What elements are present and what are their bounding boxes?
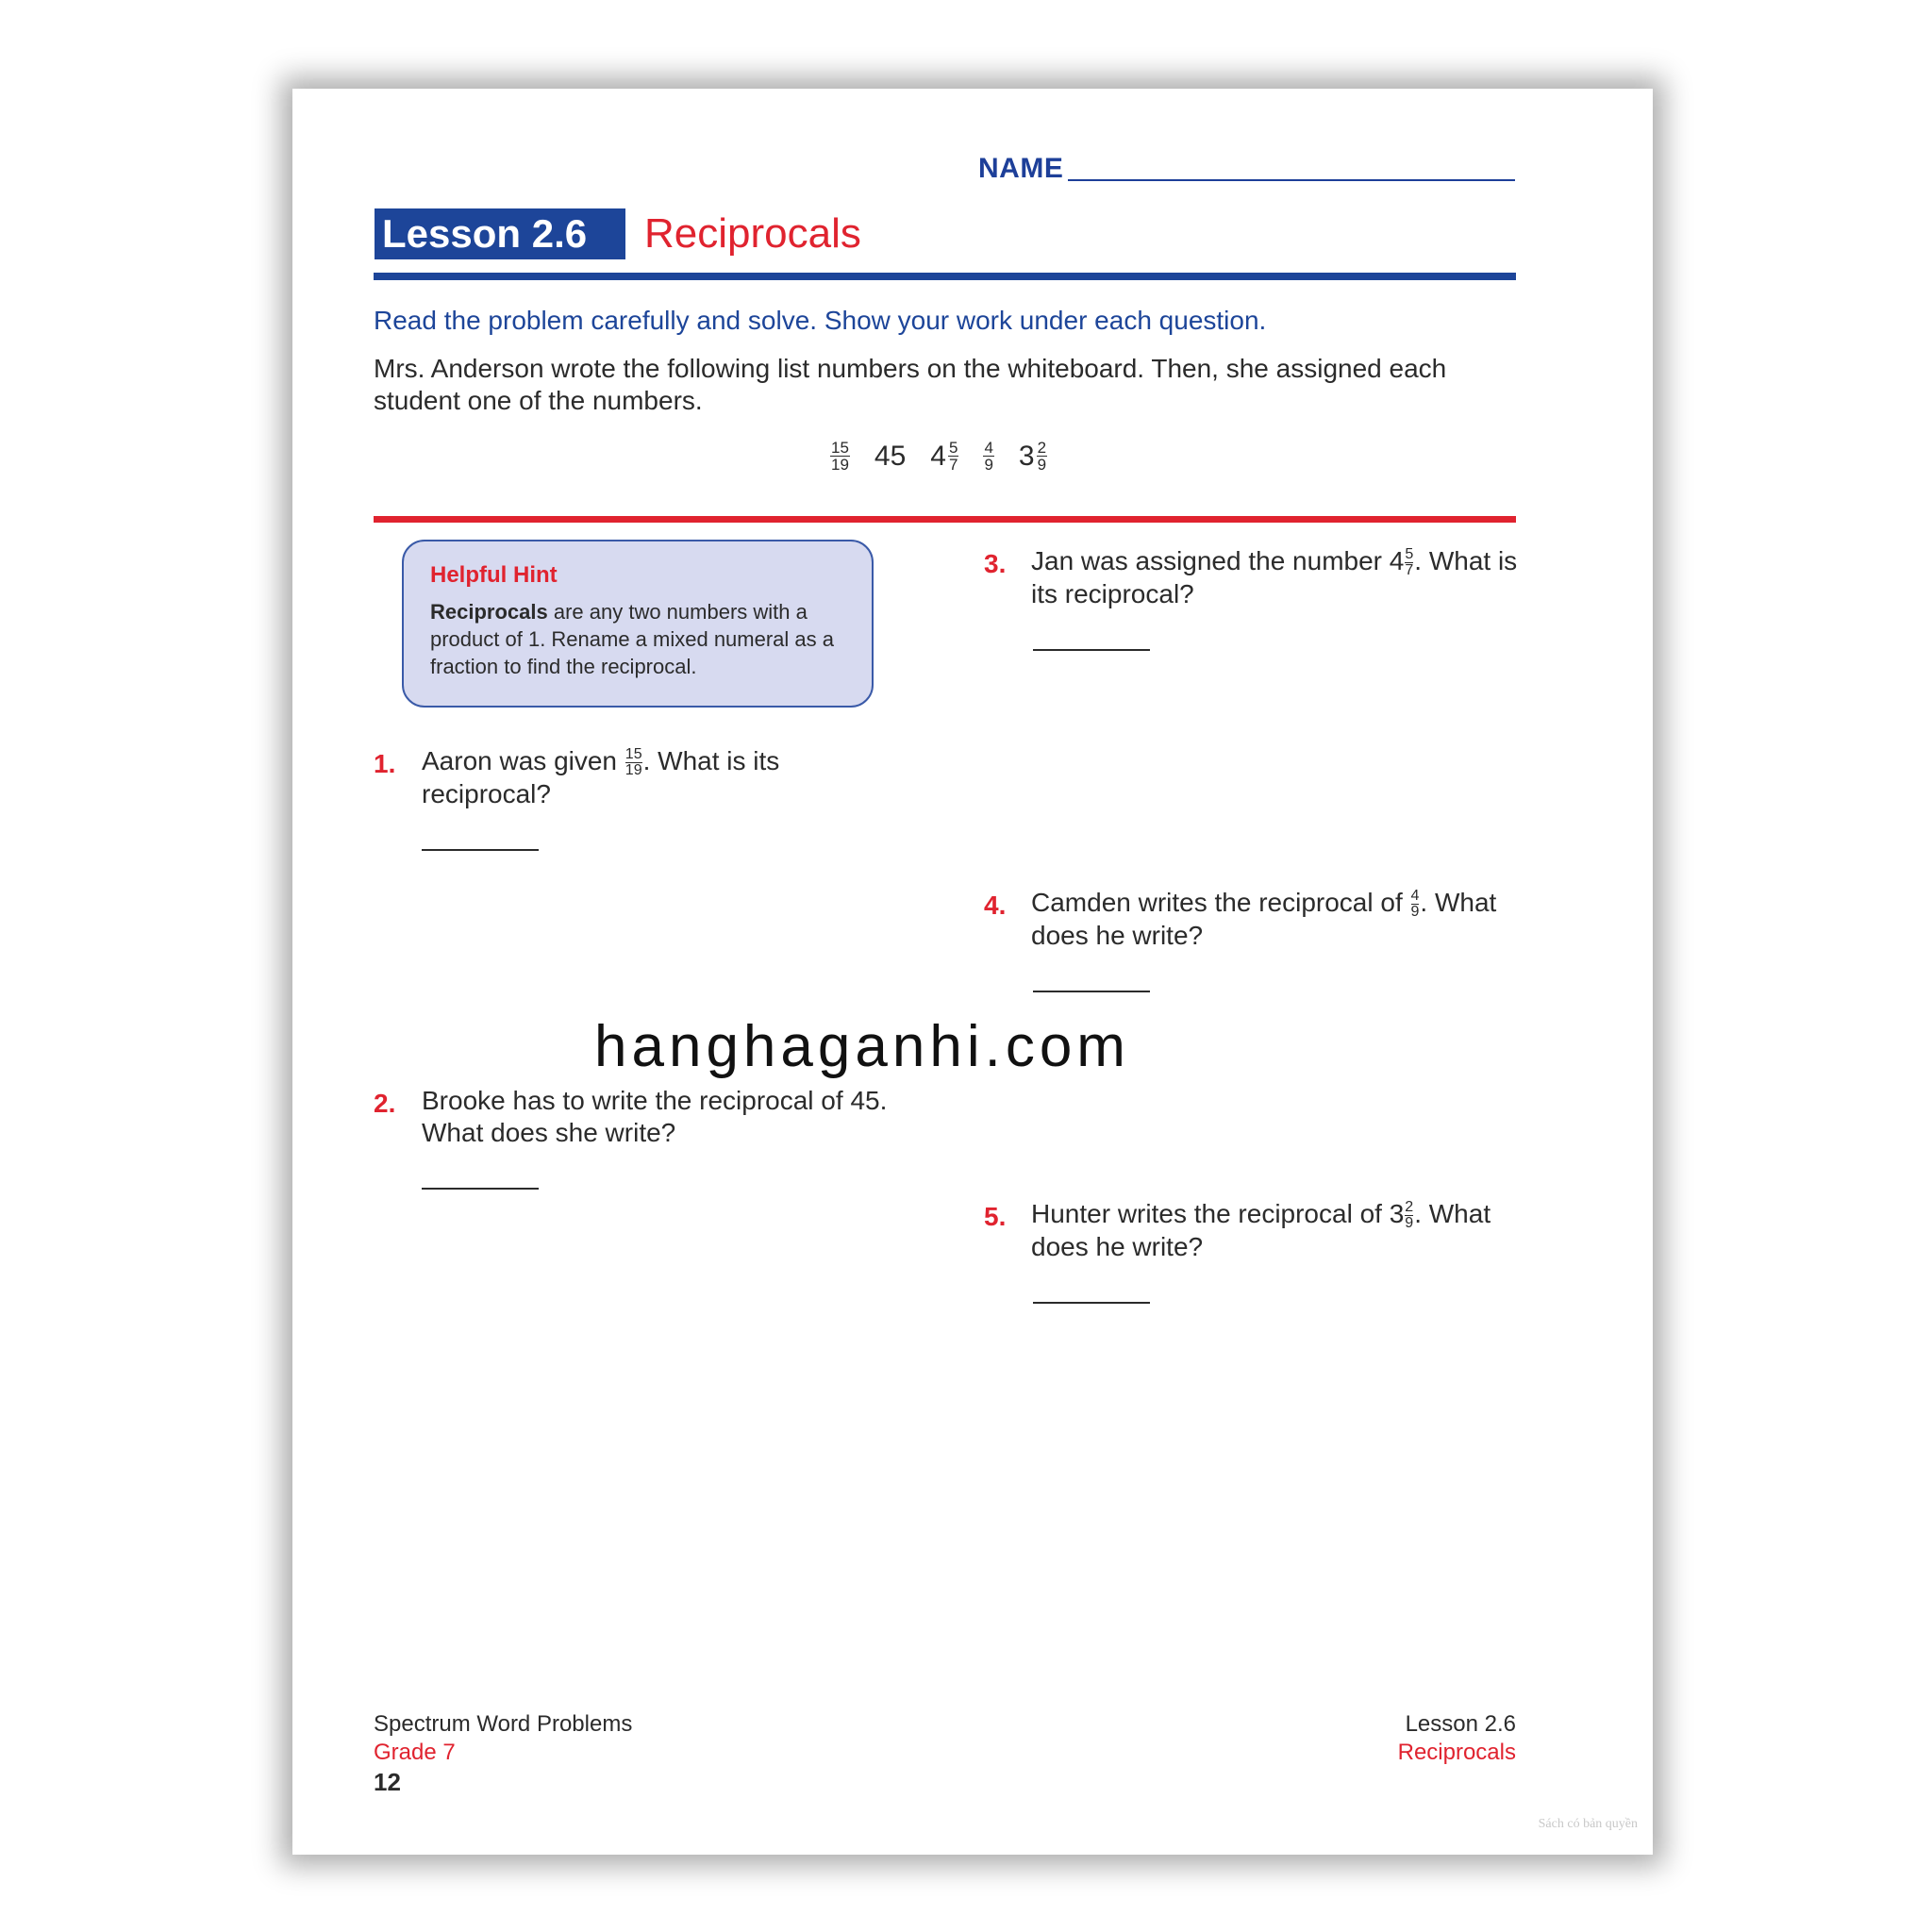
instruction-text: Read the problem carefully and solve. Show your work under each question.	[374, 306, 1267, 335]
number-whole-2: 45	[874, 440, 907, 472]
question-5-text: Hunter writes the reciprocal of 3 $\frac{2}{9}$ . What does he write?	[1031, 1199, 1491, 1262]
question-3-answer-line[interactable]	[1033, 649, 1150, 651]
lesson-number-badge: Lesson 2.6	[375, 208, 625, 259]
hint-title: Helpful Hint	[430, 562, 558, 588]
question-5-number: 5.	[984, 1202, 1007, 1231]
number-list	[830, 440, 1113, 473]
question-2-answer-line[interactable]	[422, 1188, 539, 1190]
footer-book-title: Spectrum Word Problems	[374, 1711, 633, 1737]
lesson-title: Reciprocals	[644, 210, 861, 257]
number-mixed-3: 4 $\frac{5}{7}$	[930, 439, 958, 474]
question-4-answer-line[interactable]	[1033, 991, 1150, 992]
question-2-number: 2.	[374, 1089, 396, 1118]
watermark-text: hanghaganhi.com	[594, 1014, 1130, 1079]
number-fraction-1: $\frac{15}{19}$	[831, 439, 849, 474]
question-4-text: Camden writes the reciprocal of $\frac{4}{9}$ . What does he write?	[1031, 888, 1497, 951]
footer-topic: Reciprocals	[1397, 1740, 1516, 1765]
worksheet-page	[292, 89, 1653, 1855]
footer-grade: Grade 7	[374, 1740, 456, 1765]
question-1-answer-line[interactable]	[422, 849, 539, 851]
copyright-note: Sách có bản quyền	[1538, 1817, 1638, 1831]
question-4-number: 4.	[984, 891, 1007, 920]
question-5-answer-line[interactable]	[1033, 1302, 1150, 1304]
section-divider	[374, 516, 1516, 523]
header-divider	[374, 273, 1516, 280]
name-label: NAME	[978, 153, 1064, 184]
hint-text: Reciprocals are any two numbers with a product of 1. Rename a mixed numeral as a fraction to find the reciprocal.	[430, 600, 835, 678]
name-line	[1068, 179, 1515, 181]
question-1-text: Aaron was given $\frac{15}{19}$ . What is its reciprocal?	[422, 746, 780, 809]
problem-text: Mrs. Anderson wrote the following list numbers on the whiteboard. Then, she assigned each student one of the numbers.	[374, 354, 1447, 415]
question-3-number: 3.	[984, 549, 1007, 578]
number-mixed-5: 3 $\frac{2}{9}$	[1018, 439, 1047, 474]
question-2-text: Brooke has to write the reciprocal of 45. What does she write?	[422, 1086, 888, 1147]
question-3-text: Jan was assigned the number 4 $\frac{5}{7}$ . What is its reciprocal?	[1031, 546, 1518, 609]
number-fraction-4: $\frac{4}{9}$	[984, 439, 993, 474]
helpful-hint-box	[402, 540, 874, 708]
footer-lesson: Lesson 2.6	[1405, 1711, 1516, 1737]
question-1-number: 1.	[374, 749, 396, 778]
page-number: 12	[374, 1768, 401, 1796]
